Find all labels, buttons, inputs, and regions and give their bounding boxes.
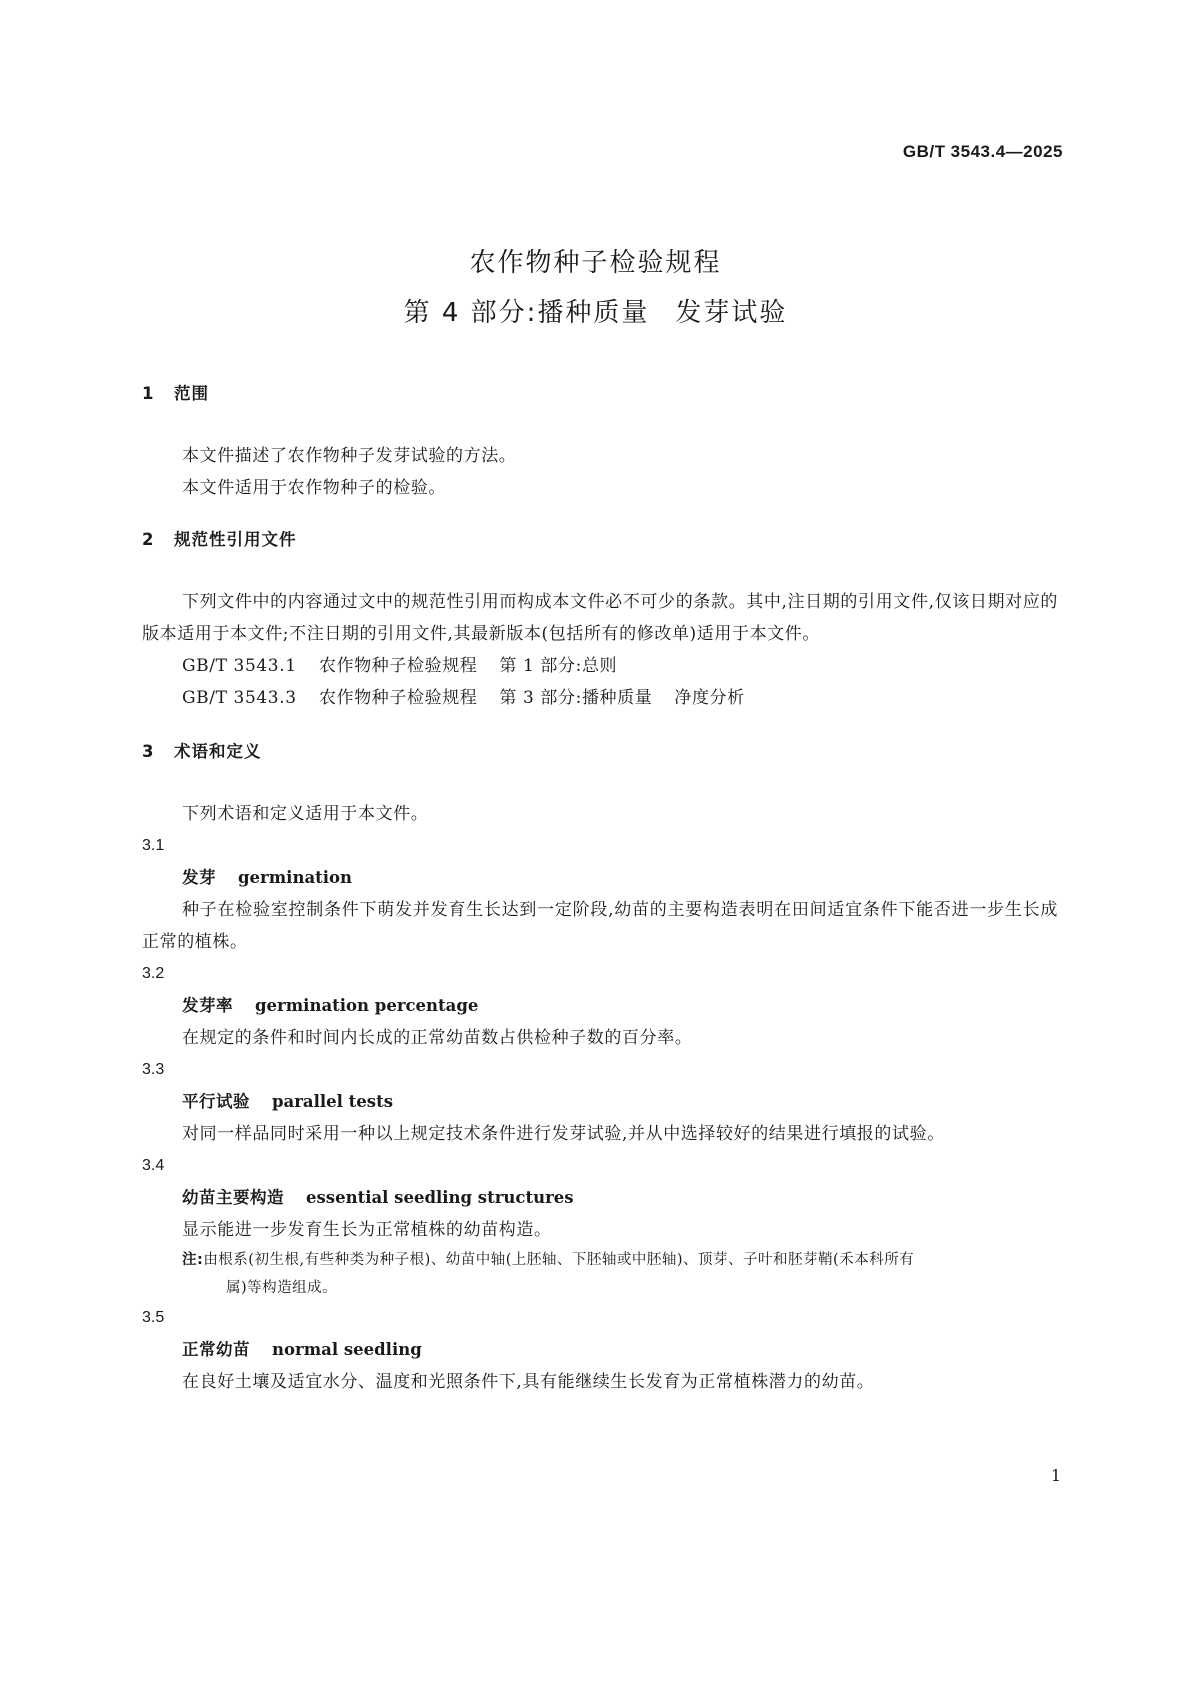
title-line-2	[0, 288, 1191, 338]
term-number: 3.1	[142, 837, 165, 854]
note-text: 属)等构造组成。	[226, 1280, 338, 1296]
term-heading: 正常幼苗 normal seedling	[182, 1340, 422, 1359]
section-3-heading: 3 术语和定义	[142, 742, 262, 761]
title-part: 第 4 部分:播种质量	[403, 298, 650, 328]
section-2-intro: 下列文件中的内容通过文中的规范性引用而构成本文件必不可少的条款。其中,注日期的引用文件,仅该日期对应的版本适用于本文件;不注日期的引用文件,其最新版本(包括所有的修改单)适用于本文件。	[142, 592, 1058, 644]
section-2-heading: 2 规范性引用文件	[142, 530, 297, 549]
term-definition: 在良好土壤及适宜水分、温度和光照条件下,具有能继续生长发育为正常植株潜力的幼苗。	[182, 1372, 875, 1392]
term-definition: 对同一样品同时采用一种以上规定技术条件进行发芽试验,并从中选择较好的结果进行填报的试验。	[182, 1124, 945, 1144]
term-heading: 平行试验 parallel tests	[182, 1092, 393, 1111]
term-number: 3.5	[142, 1309, 165, 1326]
normative-reference: GB/T 3543.3 农作物种子检验规程 第 3 部分:播种质量 净度分析	[182, 688, 745, 708]
note-text: 由根系(初生根,有些种类为种子根)、幼苗中轴(上胚轴、下胚轴或中胚轴)、顶芽、子叶和胚芽鞘(禾本科所有	[203, 1252, 915, 1268]
document-body	[142, 382, 1058, 1398]
term-number: 3.2	[142, 965, 165, 982]
standard-code: GB/T 3543.4—2025	[902, 142, 1063, 161]
page-number: 1	[1050, 1466, 1061, 1485]
title-topic: 发芽试验	[675, 298, 788, 328]
term-number: 3.4	[142, 1157, 165, 1174]
note-label: 注:	[182, 1252, 204, 1268]
title-line-1: 农作物种子检验规程	[469, 248, 722, 278]
term-definition: 种子在检验室控制条件下萌发并发育生长达到一定阶段,幼苗的主要构造表明在田间适宜条件下能否进一步生长成正常的植株。	[142, 900, 1058, 952]
term-heading: 幼苗主要构造 essential seedling structures	[182, 1188, 574, 1207]
section-1-heading: 1 范围	[142, 384, 209, 403]
section-3-intro: 下列术语和定义适用于本文件。	[182, 804, 429, 824]
document-title	[0, 238, 1191, 338]
section-1-paragraph: 本文件适用于农作物种子的检验。	[182, 478, 446, 498]
term-note	[142, 1246, 1058, 1302]
term-definition: 显示能进一步发育生长为正常植株的幼苗构造。	[182, 1220, 552, 1240]
term-number: 3.3	[142, 1061, 165, 1078]
term-heading: 发芽率 germination percentage	[182, 996, 479, 1015]
section-1-paragraph: 本文件描述了农作物种子发芽试验的方法。	[182, 446, 517, 466]
normative-reference: GB/T 3543.1 农作物种子检验规程 第 1 部分:总则	[182, 656, 618, 676]
term-heading: 发芽 germination	[182, 868, 353, 887]
term-definition: 在规定的条件和时间内长成的正常幼苗数占供检种子数的百分率。	[182, 1028, 693, 1048]
